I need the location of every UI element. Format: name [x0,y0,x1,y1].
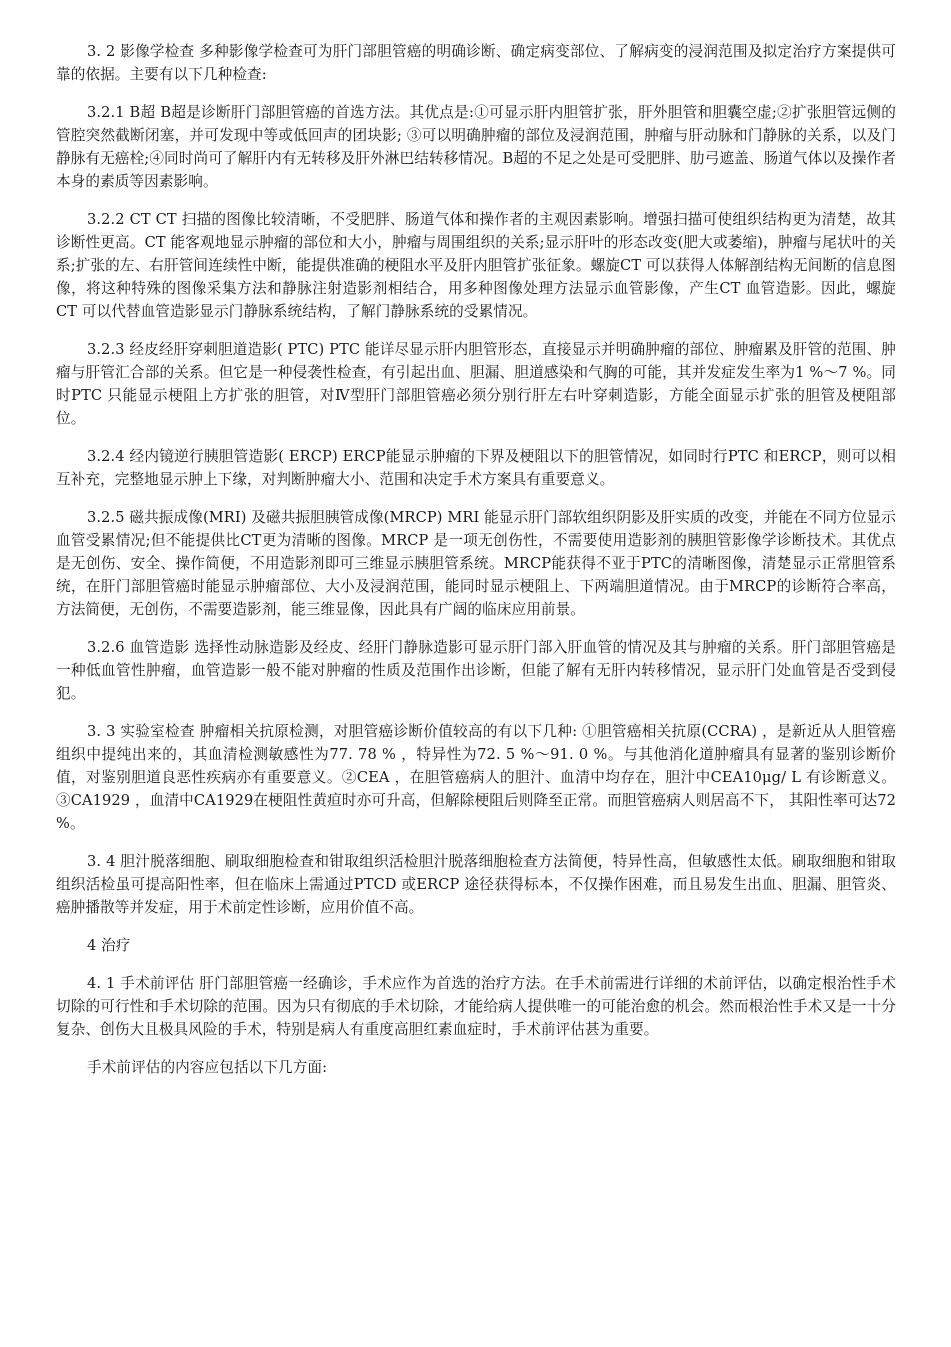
paragraph-ptc: 3.2.3 经皮经肝穿刺胆道造影( PTC) PTC 能详尽显示肝内胆管形态，直接显示并明确肿瘤的部位、肿瘤累及肝管的范围、肿瘤与肝管汇合部的关系。但它是一种侵袭性检查，有引起出血、胆漏、胆道感染和气胸的可能，其并发症发生率为1 %～7 %。同时PTC 只能显示梗阻上方扩张的胆管，对Ⅳ型肝门部胆管癌必须分别行肝左右叶穿刺造影，方能全面显示扩张的胆管及梗阻部位。 [56,341,896,427]
paragraph-ct: 3.2.2 CT CT 扫描的图像比较清晰，不受肥胖、肠道气体和操作者的主观因素影响。增强扫描可使组织结构更为清楚，故其诊断性更高。CT 能客观地显示肿瘤的部位和大小，肿瘤与周围组织的关系;显示肝叶的形态改变(肥大或萎缩)，肿瘤与尾状叶的关系;扩张的左、右肝管间连续性中断，能提供准确的梗阻水平及肝内胆管扩张征象。螺旋CT 可以获得人体解剖结构无间断的信息图像，将这种特殊的图像采集方法和静脉注射造影剂相结合，用多种图像处理方法显示血管影像，产生CT 血管造影。因此，螺旋CT 可以代替血管造影显示门静脉系统结构，了解门静脉系统的受累情况。 [56,211,896,320]
paragraph-preop-evaluation: 4. 1 手术前评估 肝门部胆管癌一经确诊，手术应作为首选的治疗方法。在手术前需进行详细的术前评估，以确定根治性手术切除的可行性和手术切除的范围。因为只有彻底的手术切除，才能给病人提供唯一的可能治愈的机会。然而根治性手术又是一十分复杂、创伤大且极具风险的手术，特别是病人有重度高胆红素血症时，手术前评估甚为重要。 [56,975,896,1038]
paragraph-ercp: 3.2.4 经内镜逆行胰胆管造影( ERCP) ERCP能显示肿瘤的下界及梗阻以下的胆管情况，如同时行PTC 和ERCP，则可以相互补充，完整地显示肿上下缘，对判断肿瘤大小、范围和决定手术方案具有重要意义。 [56,448,896,488]
section-heading-treatment: 4 治疗 [87,937,131,954]
document-page [56,40,896,1079]
paragraph-preop-contents: 手术前评估的内容应包括以下几方面: [87,1059,328,1076]
paragraph-ultrasound: 3.2.1 B超 B超是诊断肝门部胆管癌的首选方法。其优点是:①可显示肝内胆管扩张，肝外胆管和胆囊空虚;②扩张胆管远侧的管腔突然截断闭塞，并可发现中等或低回声的团块影; ③可以明确肿瘤的部位及浸润范围，肿瘤与肝动脉和门静脉的关系，以及门静脉有无癌栓;④同时尚可了解肝内有无转移及肝外淋巴结转移情况。B超的不足之处是可受肥胖、肋弓遮盖、肠道气体以及操作者本身的素质等因素影响。 [56,104,896,190]
paragraph-mri-mrcp: 3.2.5 磁共振成像(MRI) 及磁共振胆胰管成像(MRCP) MRI 能显示肝门部软组织阴影及肝实质的改变，并能在不同方位显示血管受累情况;但不能提供比CT更为清晰的图像。MRCP 是一项无创伤性，不需要使用造影剂的胰胆管影像学诊断技术。其优点是无创伤、安全、操作简便，不用造影剂即可三维显示胰胆管系统。MRCP能获得不亚于PTC的清晰图像，清楚显示正常胆管系统，在肝门部胆管癌时能显示肿瘤部位、大小及浸润范围，能同时显示梗阻上、下两端胆道情况。由于MRCP的诊断符合率高，方法简便，无创伤，不需要造影剂，能三维显像，因此具有广阔的临床应用前景。 [56,509,896,618]
paragraph-lab-tests: 3. 3 实验室检查 肿瘤相关抗原检测，对胆管癌诊断价值较高的有以下几种: ①胆管癌相关抗原(CCRA) ，是新近从人胆管癌组织中提纯出来的，其血清检测敏感性为77. 78 % ，特异性为72. 5 %～91. 0 %。与其他消化道肿瘤具有显著的鉴别诊断价值，对鉴别胆道良恶性疾病亦有重要意义。②CEA ，在胆管癌病人的胆汁、血清中均存在，胆汁中CEA10μg/ L 有诊断意义。③CA1929 ，血清中CA1929在梗阻性黄疸时亦可升高，但解除梗阻后则降至正常。而胆管癌病人则居高不下， 其阳性率可达72 %。 [56,723,896,832]
paragraph-imaging-exam: 3. 2 影像学检查 多种影像学检查可为肝门部胆管癌的明确诊断、确定病变部位、了解病变的浸润范围及拟定治疗方案提供可靠的依据。主要有以下几种检查: [56,43,896,83]
paragraph-angiography: 3.2.6 血管造影 选择性动脉造影及经皮、经肝门静脉造影可显示肝门部入肝血管的情况及其与肿瘤的关系。肝门部胆管癌是一种低血管性肿瘤，血管造影一般不能对肿瘤的性质及范围作出诊断，但能了解有无肝内转移情况，显示肝门处血管是否受到侵犯。 [56,639,896,702]
paragraph-cytology: 3. 4 胆汁脱落细胞、刷取细胞检查和钳取组织活检胆汁脱落细胞检查方法简便，特异性高，但敏感性太低。刷取细胞和钳取组织活检虽可提高阳性率，但在临床上需通过PTCD 或ERCP 途径获得标本，不仅操作困难，而且易发生出血、胆漏、胆管炎、癌肿播散等并发症，用于术前定性诊断，应用价值不高。 [56,853,896,916]
